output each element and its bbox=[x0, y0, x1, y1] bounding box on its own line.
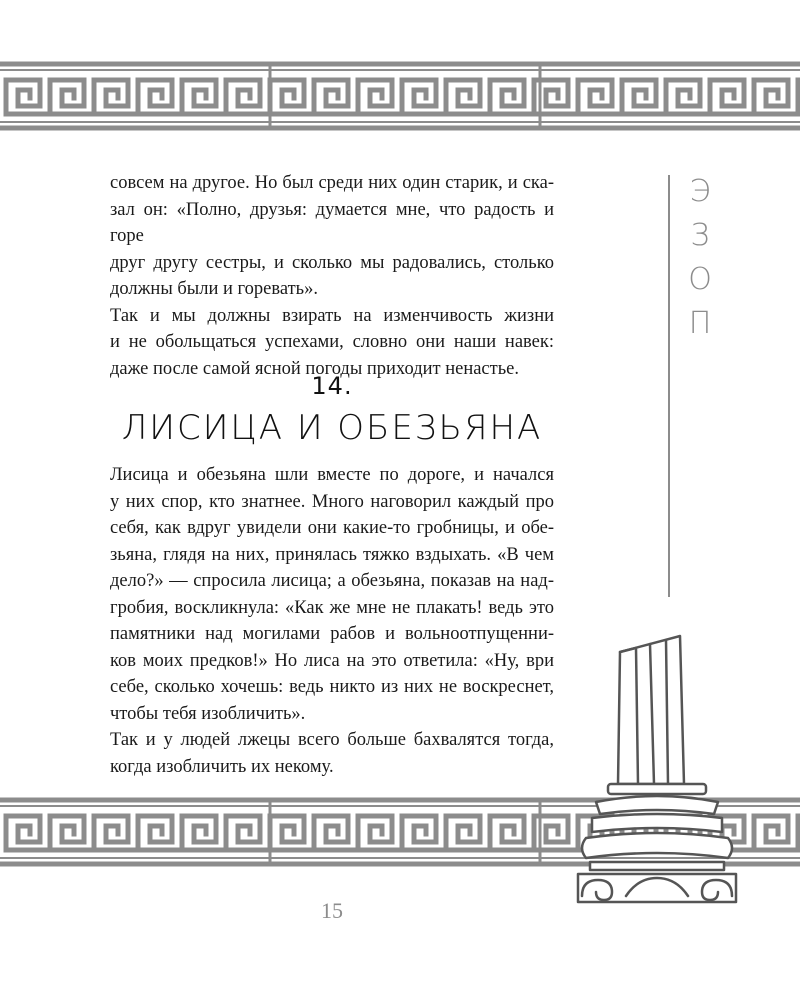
meander-motif bbox=[446, 80, 480, 114]
meander-motif bbox=[358, 816, 392, 850]
meander-motif bbox=[490, 80, 524, 114]
page-number: 15 bbox=[321, 898, 343, 923]
meander-motif bbox=[402, 80, 436, 114]
meander-motif bbox=[270, 80, 304, 114]
text-line: чтобы тебя изобличить». bbox=[110, 703, 306, 724]
fable-body bbox=[110, 462, 554, 780]
meander-motif bbox=[94, 80, 128, 114]
meander-motif bbox=[226, 816, 260, 850]
fable-title: ЛИСИЦА И ОБЕЗЬЯНА bbox=[121, 408, 543, 448]
meander-motif bbox=[138, 816, 172, 850]
meander-motif bbox=[490, 816, 524, 850]
meander-motif bbox=[50, 80, 84, 114]
previous-fable-ending bbox=[110, 170, 554, 382]
meander-motif bbox=[182, 80, 216, 114]
meander-motif bbox=[666, 80, 700, 114]
text-line: дело?» — спросила лисица; а обезьяна, показав на над- bbox=[110, 571, 554, 591]
text-line: Так и мы должны взирать на изменчивость жизни bbox=[110, 305, 554, 326]
meander-motif bbox=[754, 816, 788, 850]
text-line: совсем на другое. Но был среди них один старик, и ска- bbox=[110, 173, 554, 193]
meander-motif bbox=[314, 816, 348, 850]
meander-motif bbox=[94, 816, 128, 850]
text-line: себе, сколько хочешь: ведь никто из них не воскреснет, bbox=[110, 677, 554, 697]
meander-motif bbox=[754, 80, 788, 114]
text-line: ков моих предков!» Но лиса на это ответила: «Ну, ври bbox=[110, 650, 554, 671]
meander-motif bbox=[138, 80, 172, 114]
meander-motif bbox=[6, 816, 40, 850]
author-letter: З bbox=[690, 218, 710, 253]
side-divider-line bbox=[668, 175, 670, 597]
meander-motif bbox=[270, 816, 304, 850]
author-name-vertical bbox=[672, 170, 728, 346]
author-letter: П bbox=[688, 306, 712, 341]
text-line: себя, как вдруг увидели они какие-то гробницы, и обе- bbox=[110, 518, 554, 538]
text-line: гробия, воскликнула: «Как же мне не плакать! ведь это bbox=[110, 597, 554, 618]
text-line: зал он: «Полно, друзья: думается мне, что радость и горе bbox=[110, 199, 554, 246]
text-line: Лисица и обезьяна шли вместе по дороге, и начался bbox=[110, 465, 554, 485]
text-line: когда изобличить их некому. bbox=[110, 756, 334, 777]
author-letter: О bbox=[688, 262, 712, 297]
meander-motif bbox=[578, 80, 612, 114]
text-line: зьяна, глядя на них, принялась тяжко вздыхать. «В чем bbox=[110, 544, 554, 565]
meander-motif bbox=[6, 80, 40, 114]
meander-motif bbox=[710, 80, 744, 114]
author-letter: Э bbox=[689, 174, 711, 209]
text-line: Так и у людей лжецы всего больше бахвалятся тогда, bbox=[110, 730, 554, 750]
text-line: друг другу сестры, и сколько мы радовались, столько bbox=[110, 252, 554, 273]
text-line: у них спор, кто знатнее. Много наговорил каждый про bbox=[110, 491, 554, 512]
text-line: и не обольщаться успехами, словно они наши навек: bbox=[110, 332, 554, 352]
ionic-column-icon bbox=[568, 634, 748, 914]
meander-motif bbox=[622, 80, 656, 114]
text-line: даже после самой ясной погоды приходит ненастье. bbox=[110, 358, 520, 379]
meander-motif bbox=[314, 80, 348, 114]
greek-key-border-top bbox=[0, 60, 800, 132]
text-line: должны были и горевать». bbox=[110, 279, 318, 299]
meander-motif bbox=[50, 816, 84, 850]
meander-motif bbox=[182, 816, 216, 850]
text-line: памятники над могилами рабов и вольноотпущенни- bbox=[110, 624, 554, 644]
meander-motif bbox=[226, 80, 260, 114]
meander-motif bbox=[446, 816, 480, 850]
meander-motif bbox=[402, 816, 436, 850]
fable-number: 14. bbox=[311, 372, 353, 400]
meander-motif bbox=[358, 80, 392, 114]
